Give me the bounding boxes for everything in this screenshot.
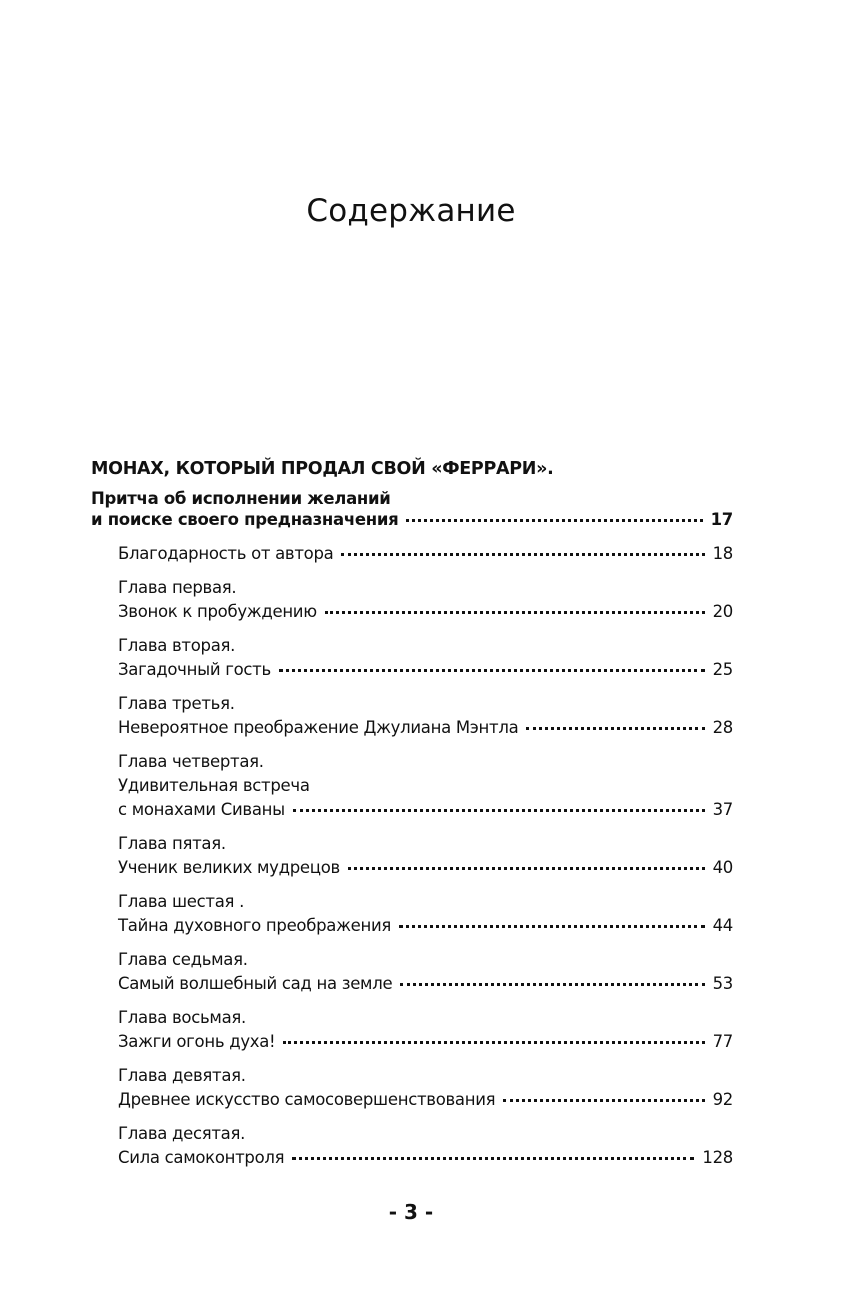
toc-entry[interactable] bbox=[118, 1122, 733, 1170]
chapter-list bbox=[118, 542, 733, 1170]
chapter-number: Глава девятая. bbox=[118, 1066, 246, 1085]
entry-title: Невероятное преображение Джулиана Мэнтла bbox=[118, 718, 519, 737]
toc-entry[interactable] bbox=[118, 750, 733, 822]
dot-leader bbox=[526, 727, 704, 730]
toc-entry[interactable] bbox=[118, 692, 733, 740]
book-title: МОНАХ, КОТОРЫЙ ПРОДАЛ СВОЙ «ФЕРРАРИ». bbox=[91, 459, 554, 479]
entry-title: Самый волшебный сад на земле bbox=[118, 974, 393, 993]
page-number: 28 bbox=[712, 718, 733, 737]
page-number: 44 bbox=[712, 916, 733, 935]
toc-entry-row bbox=[118, 1030, 733, 1054]
toc-entry[interactable] bbox=[118, 890, 733, 938]
subtitle-line-2: и поиске своего предназначения bbox=[91, 510, 399, 529]
page-number: 37 bbox=[712, 800, 733, 819]
entry-title: Загадочный гость bbox=[118, 660, 271, 679]
dot-leader bbox=[293, 809, 705, 812]
entry-title-line: Удивительная встреча bbox=[118, 776, 310, 795]
toc-entry-row bbox=[118, 972, 733, 996]
chapter-number: Глава четвертая. bbox=[118, 752, 264, 771]
dot-leader bbox=[292, 1157, 694, 1160]
page-title: Содержание bbox=[306, 192, 516, 229]
entry-title: Тайна духовного преображения bbox=[118, 916, 392, 935]
entry-title: Благодарность от автора bbox=[118, 544, 334, 563]
entry-title: Зажги огонь духа! bbox=[118, 1032, 276, 1051]
page-number: 77 bbox=[712, 1032, 733, 1051]
dot-leader bbox=[279, 669, 705, 672]
chapter-number: Глава первая. bbox=[118, 578, 237, 597]
page-number: 18 bbox=[712, 544, 733, 563]
toc-entry[interactable] bbox=[118, 1064, 733, 1112]
dot-leader bbox=[406, 519, 702, 522]
toc-entry[interactable] bbox=[118, 542, 733, 566]
chapter-number: Глава десятая. bbox=[118, 1124, 246, 1143]
chapter-number: Глава вторая. bbox=[118, 636, 236, 655]
entry-title: Древнее искусство самосовершенствования bbox=[118, 1090, 496, 1109]
page-number: 25 bbox=[712, 660, 733, 679]
toc-entry[interactable] bbox=[118, 576, 733, 624]
entry-title: с монахами Сиваны bbox=[118, 800, 285, 819]
dot-leader bbox=[283, 1041, 704, 1044]
toc-entry[interactable] bbox=[118, 948, 733, 996]
dot-leader bbox=[325, 611, 705, 614]
footer-page-number: - 3 - bbox=[388, 1200, 434, 1224]
dot-leader bbox=[399, 925, 705, 928]
entry-title: Сила самоконтроля bbox=[118, 1148, 285, 1167]
dot-leader bbox=[503, 1099, 704, 1102]
dot-leader bbox=[348, 867, 705, 870]
toc-entry-row bbox=[118, 542, 733, 566]
toc-entry-row bbox=[118, 658, 733, 682]
page-number: 17 bbox=[710, 510, 733, 529]
toc-entry-row bbox=[118, 1088, 733, 1112]
page-number: 20 bbox=[712, 602, 733, 621]
toc-main-subtitle[interactable] bbox=[91, 488, 733, 530]
page-number: 128 bbox=[702, 1148, 733, 1167]
chapter-number: Глава третья. bbox=[118, 694, 235, 713]
toc-entry-row bbox=[118, 600, 733, 624]
toc-entry-row bbox=[118, 856, 733, 880]
toc-entry[interactable] bbox=[118, 832, 733, 880]
page-number: 40 bbox=[712, 858, 733, 877]
chapter-number: Глава пятая. bbox=[118, 834, 226, 853]
toc-entry-row bbox=[118, 798, 733, 822]
toc-entry[interactable] bbox=[118, 1006, 733, 1054]
subtitle-row bbox=[91, 509, 733, 530]
toc-entry-row bbox=[118, 1146, 733, 1170]
page-number: 92 bbox=[712, 1090, 733, 1109]
subtitle-line-1: Притча об исполнении желаний bbox=[91, 489, 391, 508]
entry-title: Звонок к пробуждению bbox=[118, 602, 317, 621]
dot-leader bbox=[341, 553, 704, 556]
dot-leader bbox=[400, 983, 704, 986]
toc-entry-row bbox=[118, 716, 733, 740]
toc-entry[interactable] bbox=[118, 634, 733, 682]
entry-title: Ученик великих мудрецов bbox=[118, 858, 340, 877]
table-of-contents bbox=[91, 458, 733, 1180]
chapter-number: Глава седьмая. bbox=[118, 950, 248, 969]
chapter-number: Глава восьмая. bbox=[118, 1008, 246, 1027]
chapter-number: Глава шестая . bbox=[118, 892, 245, 911]
page-number: 53 bbox=[712, 974, 733, 993]
toc-entry-row bbox=[118, 914, 733, 938]
